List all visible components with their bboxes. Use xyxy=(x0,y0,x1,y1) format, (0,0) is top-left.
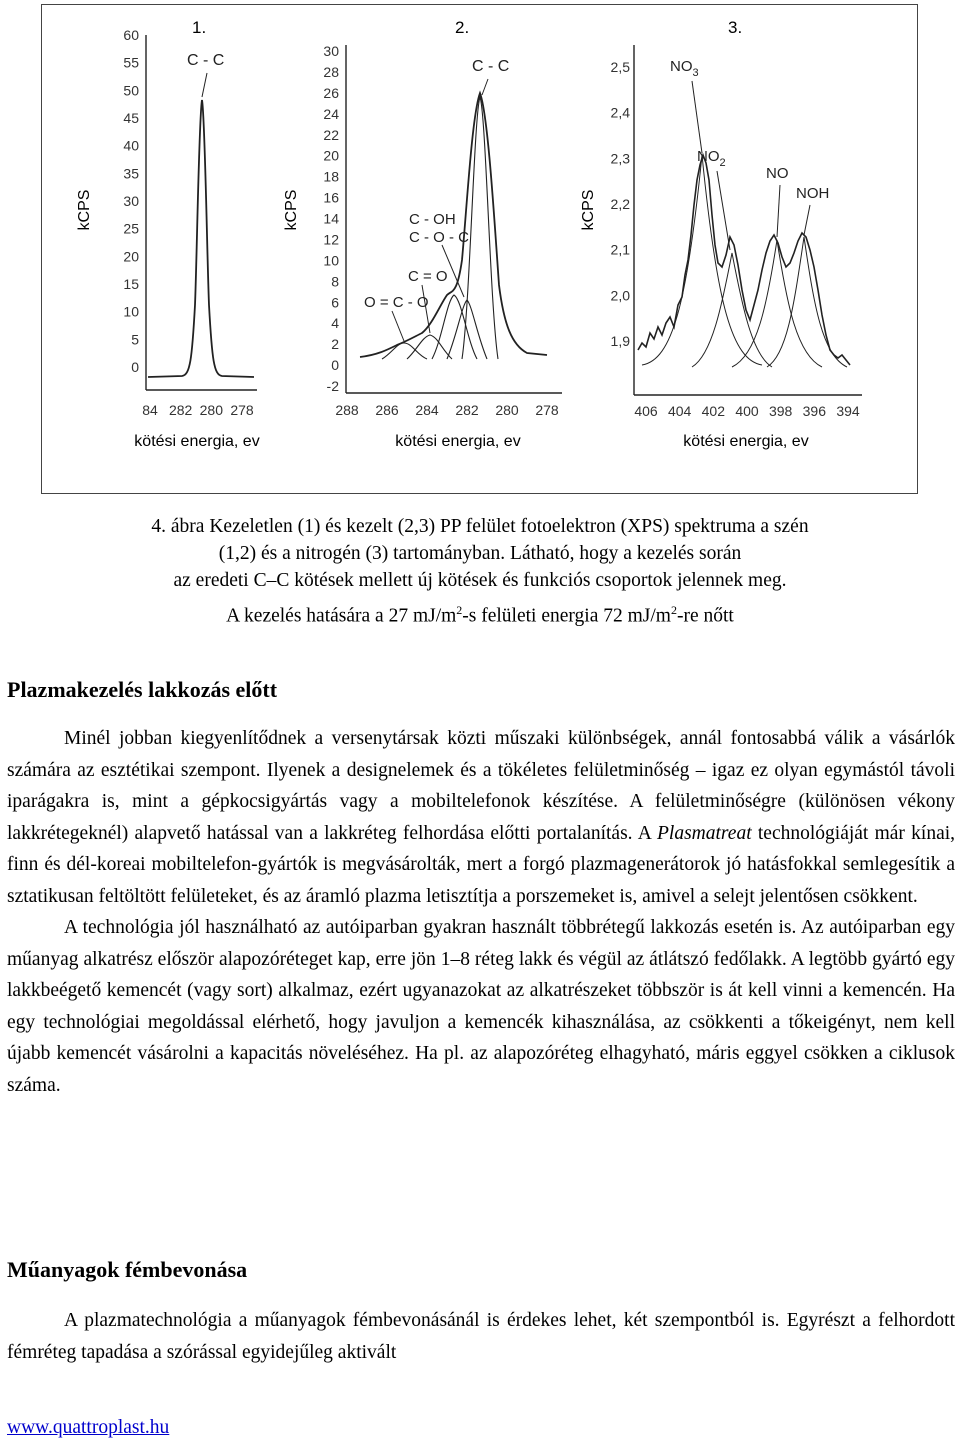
panel-2-y-tick: 14 xyxy=(323,210,339,227)
panel-3-x-tick: 402 xyxy=(701,403,726,419)
section-2-body xyxy=(7,1305,955,1368)
panel-2-label-coh: C - OH xyxy=(409,211,456,228)
paragraph-1 xyxy=(7,723,955,912)
panel-2-y-tick: 4 xyxy=(331,315,339,332)
caption-sup-1: 2 xyxy=(456,603,463,617)
panel-2-x-tick: 280 xyxy=(495,402,519,418)
section-heading-plazmakezeles: Plazmakezelés lakkozás előtt xyxy=(7,677,278,702)
panel-1-y-tick: 55 xyxy=(123,54,139,71)
panel-2-y-tick: 22 xyxy=(323,126,339,143)
panel-1-peak-curve xyxy=(148,100,254,377)
panel-3-label-no: NO xyxy=(766,165,789,182)
panel-3-x-tick: 398 xyxy=(768,403,793,419)
panel-number-1: 1. xyxy=(192,18,207,37)
caption-line-4a: A kezelés hatására a 27 mJ/m xyxy=(226,605,457,627)
caption-line-3: az eredeti C–C kötések mellett új kötések és funkciós csoportok jelennek meg. xyxy=(173,570,787,591)
panel-2-y-tick: 30 xyxy=(323,43,339,59)
y-unit-label-3: kCPS xyxy=(580,189,597,231)
panel-3-x-tick: 394 xyxy=(836,403,860,419)
section-heading-fembevonas: Műanyagok fémbevonása xyxy=(7,1257,248,1282)
caption-line-4c: -re nőtt xyxy=(676,605,734,627)
panel-1-spectrum xyxy=(123,27,257,418)
footer-website-link[interactable]: www.quattroplast.hu xyxy=(7,1417,170,1438)
panel-1-y-tick: 20 xyxy=(123,248,139,265)
panel-1-x-tick: 282 xyxy=(168,402,193,418)
panel-2-y-tick: 12 xyxy=(323,231,339,248)
panel-3-label-noh: NOH xyxy=(796,185,830,202)
paragraph-1-part-a: Minél jobban kiegyenlítődnek a versenytársak közti műszaki különbségek, annál fontosabbá válik a vásárlók számára az esztétikai szempont. Ilyenek a designelemek és a tökéletes felületminőség – igaz ez olyan egymástól távoli iparágakra is, mint a gépkocsigyártás vagy a mobiltelefonok készítése. A felületminőségre (különösen vékony lakkrétegeknél) alapvető hatással van a lakkréteg felhordása előtti portalanítás. A xyxy=(7,728,955,844)
panel-3-x-tick: 404 xyxy=(667,403,692,419)
caption-line-4 xyxy=(0,597,960,630)
panel-1-y-tick: 60 xyxy=(123,27,139,43)
paragraph-1-part-b: technológiáját már kínai, finn és dél-koreai mobiltelefon-gyártók is megvásárolták, mert a forgó plazmagenerátorok jó hatásfokkal semlegesítik a sztatikusan feltöltött felületeket, és az áramló plazma letisztítja a porszemeket is, amivel a selejt jelentősen csökkent. xyxy=(7,822,956,907)
panel-1-y-tick: 50 xyxy=(123,82,139,99)
panel-number-3: 3. xyxy=(728,18,743,37)
panel-1-y-tick: 25 xyxy=(123,220,139,237)
panel-2-y-tick: 8 xyxy=(331,273,339,290)
brand-plasmatreat: Plasmatreat xyxy=(657,822,752,844)
panel-2-x-tick: 288 xyxy=(335,402,359,418)
panel-2-label-co: C = O xyxy=(408,268,448,285)
panel-1-y-tick: 40 xyxy=(123,137,139,154)
x-label-1: kötési energia, ev xyxy=(134,433,260,450)
caption-line-2: (1,2) és a nitrogén (3) tartományban. Látható, hogy a kezelés során xyxy=(218,543,742,564)
paragraph-2: A technológia jól használható az autóiparban gyakran használt többrétegű lakkozás esetén is. Az autóiparban egy műanyag alkatrész először alapozóréteget kap, erre jön 1–8 réteg lakk és végül az átlátszó fedőlakk. A legtöbb gyártó egy lakkbeégető kemencét (vagy sort) alkalmaz, ezért ugyanazokat az alkatrészeket többször is át kell vinni a kemencén. Ha egy technológiai megoldással elérhető, hogy javuljon a kemencék kihasználása, az csökkenti a tőkeigényt, nem kell újabb kemencét vásárolni a kapacitás növeléséhez. Ha pl. az alapozóréteg elhagyható, máris eggyel csökken a ciklusok száma. xyxy=(7,917,955,1096)
panel-3-spectrum xyxy=(611,45,862,419)
figure-caption xyxy=(0,513,960,630)
panel-1-y-tick: 30 xyxy=(123,193,139,209)
panel-1-x-tick: 84 xyxy=(142,402,158,418)
panel-3-x-tick: 400 xyxy=(735,403,759,419)
panel-1-y-tick: 45 xyxy=(123,110,139,126)
panel-2-x-tick: 282 xyxy=(455,402,479,418)
panel-1-peak-label: C - C xyxy=(187,52,225,69)
panel-3-y-tick: 2,0 xyxy=(610,287,630,304)
panel-2-y-tick: 26 xyxy=(323,84,339,101)
panel-1-y-tick: 10 xyxy=(123,303,139,320)
panel-2-y-tick: 24 xyxy=(323,105,339,122)
panel-number-2: 2. xyxy=(455,18,470,37)
panel-2-y-tick: 10 xyxy=(323,252,339,269)
panel-1-x-tick: 278 xyxy=(230,402,254,418)
panel-3-y-tick: 2,3 xyxy=(610,150,630,167)
section-1-body xyxy=(7,723,955,1101)
panel-1-y-tick: 0 xyxy=(131,359,139,375)
panel-2-y-tick: 0 xyxy=(331,357,339,374)
panel-2-y-tick: 20 xyxy=(323,147,339,164)
x-label-2: kötési energia, ev xyxy=(395,433,521,450)
panel-2-x-tick: 286 xyxy=(375,402,399,418)
panel-2-y-tick: 6 xyxy=(331,294,339,311)
panel-3-y-tick: 2,2 xyxy=(610,196,630,212)
panel-3-y-tick: 1,9 xyxy=(610,333,630,349)
caption-sup-2: 2 xyxy=(670,603,677,617)
xps-figure xyxy=(41,4,918,494)
y-unit-label-1: kCPS xyxy=(76,189,93,231)
paragraph-3: A plazmatechnológia a műanyagok fémbevonásánál is érdekes lehet, két szempontból is. Egyrészt a felhordott fémréteg tapadása a szórással egyidejűleg aktivált xyxy=(7,1310,955,1363)
x-label-3: kötési energia, ev xyxy=(683,433,809,450)
panel-3-x-tick: 396 xyxy=(802,403,827,419)
panel-2-x-tick: 278 xyxy=(535,402,559,418)
caption-line-4b: -s felületi energia 72 mJ/m xyxy=(462,605,671,627)
panel-3-y-tick: 2,4 xyxy=(610,104,630,121)
panel-3-y-tick: 2,1 xyxy=(610,241,630,258)
panel-2-label-oco: O = C - O xyxy=(364,294,429,311)
panel-3-y-tick: 2,5 xyxy=(610,59,630,75)
panel-3-x-tick: 406 xyxy=(634,403,658,419)
caption-line-1: 4. ábra Kezeletlen (1) és kezelt (2,3) PP felület fotoelektron (XPS) spektruma a szén xyxy=(151,516,809,537)
panel-2-label-cc: C - C xyxy=(472,58,510,75)
panel-3-label-no3: $NO_3$ xyxy=(670,58,699,79)
panel-2-label-coc: C - O - C xyxy=(409,229,469,246)
panel-2-y-tick: 18 xyxy=(323,168,339,185)
y-unit-label-2: kCPS xyxy=(283,189,300,231)
panel-1-y-tick: 5 xyxy=(131,331,139,348)
panel-3-label-no2: $NO_2$ xyxy=(697,148,726,169)
panel-2-spectrum xyxy=(323,43,562,418)
panel-1-y-tick: 15 xyxy=(123,276,139,292)
panel-1-y-tick: 35 xyxy=(123,165,139,182)
panel-2-x-tick: 284 xyxy=(415,402,439,418)
panel-2-y-tick: -2 xyxy=(326,378,339,394)
panel-2-y-tick: 2 xyxy=(331,336,339,353)
panel-2-y-tick: 28 xyxy=(323,63,339,80)
panel-2-y-tick: 16 xyxy=(323,189,339,206)
panel-1-x-tick: 280 xyxy=(199,402,224,418)
